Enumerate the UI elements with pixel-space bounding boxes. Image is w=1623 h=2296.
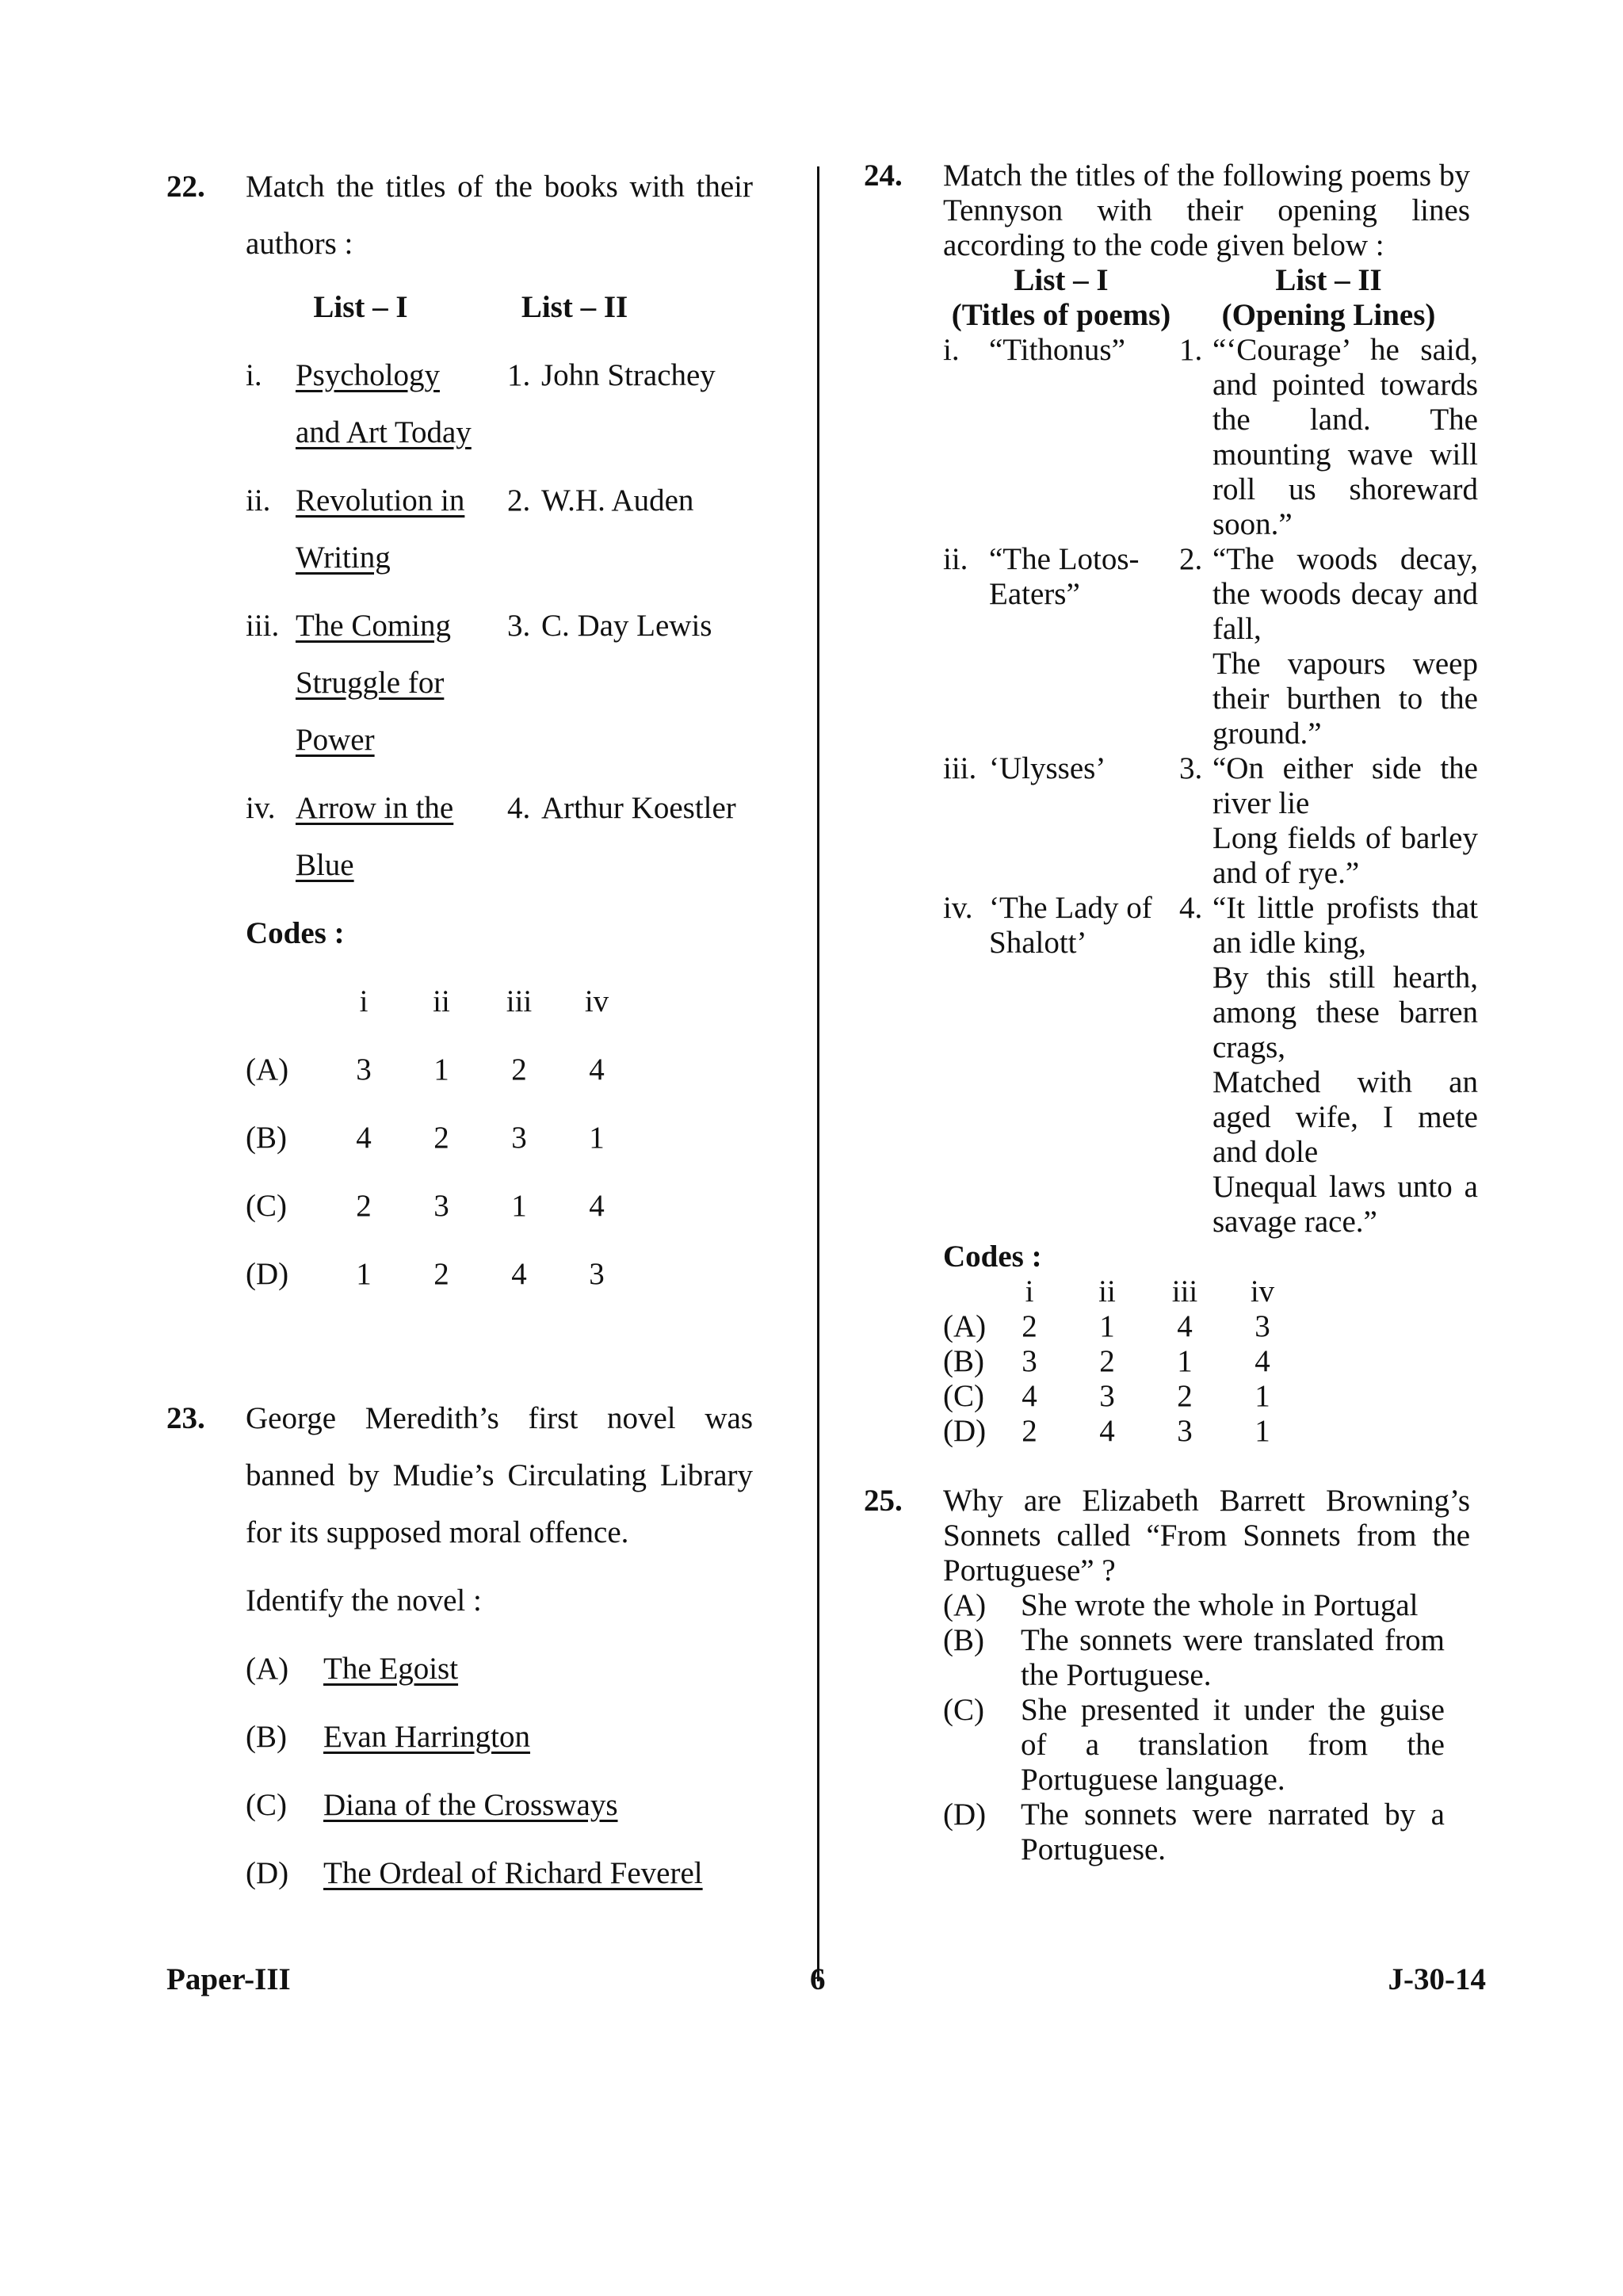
author: C. Day Lewis [540,609,712,643]
question-stem: George Meredith’s first novel was banned by Mudie’s Circulating Library for its supposed moral offence. [246,1401,753,1549]
answer-option[interactable] [246,1777,753,1834]
question-prompt: Identify the novel : [246,1584,482,1618]
answer-option[interactable] [246,1845,753,1902]
option-label: (A) [246,1052,289,1087]
match-row [246,347,753,461]
code-value: 1 [1177,1344,1193,1378]
question-number: 23. [166,1401,205,1435]
option-label: (C) [246,1189,287,1223]
codes-label: Codes : [246,916,345,950]
code-value: 1 [356,1257,372,1291]
code-value: 1 [1254,1379,1270,1413]
author: W.H. Auden [540,483,694,518]
code-value: 2 [433,1257,449,1291]
match-row [943,751,1478,891]
code-value: 1 [433,1052,449,1087]
code-value: 2 [511,1052,527,1087]
code-value: 4 [1022,1379,1037,1413]
code-value: 2 [1022,1414,1037,1448]
option-label: (C) [943,1379,984,1413]
question-stem: Match the titles of the books with their authors : [246,170,753,261]
code-value: 1 [1254,1414,1270,1448]
opening-lines: “It little profists that an idle king, By this still hearth, among these barren crags, Matched with an aged wife, I mete and dole Unequal laws unto a savage race.” [1212,891,1478,1239]
code-value: 4 [511,1257,527,1291]
question-24 [864,159,1478,1449]
option-text: The Ordeal of Richard Feverel [323,1856,703,1890]
row-roman: ii. [246,483,271,518]
poem-title: ‘The Lady of Shalott’ [989,891,1152,960]
match-row [943,891,1478,1240]
option-label: (D) [943,1414,987,1448]
code-head: i [1025,1274,1034,1308]
code-value: 3 [589,1257,605,1291]
list-1-header: List – I [1014,263,1109,297]
option-label: (B) [246,1720,287,1754]
page-number: 6 [810,1962,826,1996]
match-row [246,472,753,586]
match-row [246,598,753,769]
code-value: 1 [511,1189,527,1223]
option-label: (C) [246,1788,287,1822]
option-label: (B) [943,1623,984,1657]
row-number: 3. [1179,751,1203,785]
answer-option[interactable] [943,1693,1478,1797]
row-number: 4. [507,791,531,825]
code-value: 3 [433,1189,449,1223]
list-2-header: List – II [1275,263,1382,297]
code-value: 1 [589,1121,605,1155]
book-title: Revolution in Writing [295,483,465,575]
question-22 [166,159,753,1303]
answer-option[interactable] [943,1797,1478,1867]
code-value: 2 [356,1189,372,1223]
list-1-subheader: (Titles of poems) [951,298,1171,332]
code-value: 3 [356,1052,372,1087]
code-option-row [943,1309,1478,1344]
code-value: 3 [511,1121,527,1155]
row-roman: iii. [246,609,280,643]
poem-title: ‘Ulysses’ [989,751,1106,785]
option-label: (B) [246,1121,287,1155]
option-label: (D) [246,1257,289,1291]
question-number: 25. [864,1484,903,1518]
option-label: (A) [943,1588,987,1622]
row-roman: iii. [943,751,977,785]
code-value: 2 [1177,1379,1193,1413]
code-head: i [359,984,369,1018]
code-value: 4 [589,1189,605,1223]
poem-title: “Tithonus” [989,333,1125,367]
code-head: iii [506,984,533,1018]
left-column [166,159,753,1902]
row-roman: iv. [246,791,276,825]
opening-lines: “‘Courage’ he said, and pointed towards the land. The mounting wave will roll us shoreward soon.” [1212,333,1478,541]
list-headers [943,263,1478,333]
option-text: The sonnets were translated from the Portuguese. [1021,1623,1445,1692]
question-number: 22. [166,170,205,204]
code-head: ii [433,984,450,1018]
author: John Strachey [540,358,716,392]
row-number: 2. [1179,542,1203,576]
book-title: The Coming Struggle for Power [295,609,452,757]
opening-lines: “The woods decay, the woods decay and fall, The vapours weep their burthen to the ground.” [1212,542,1478,751]
code-option-row [246,1110,753,1167]
code-value: 2 [1099,1344,1115,1378]
code-value: 3 [1022,1344,1037,1378]
row-roman: i. [246,358,262,392]
poem-title: “The Lotos-Eaters” [989,542,1140,611]
code-head: iv [584,984,609,1018]
book-title: Psychology and Art Today [295,358,472,449]
question-stem: Match the titles of the following poems by Tennyson with their opening lines according to the code given below : [943,159,1470,262]
option-label: (D) [943,1797,987,1832]
book-title: Arrow in the Blue [295,791,454,882]
codes-label: Codes : [943,1240,1042,1274]
answer-option[interactable] [246,1709,753,1766]
option-label: (B) [943,1344,984,1378]
code-value: 3 [1177,1414,1193,1448]
answer-option[interactable] [943,1588,1478,1623]
answer-option[interactable] [943,1623,1478,1693]
code-value: 3 [1254,1309,1270,1343]
option-text: Diana of the Crossways [323,1788,618,1822]
code-value: 1 [1099,1309,1115,1343]
code-value: 4 [589,1052,605,1087]
row-number: 1. [507,358,531,392]
code-head: iii [1171,1274,1198,1308]
option-text: Evan Harrington [323,1720,531,1754]
code-option-row [246,1041,753,1098]
code-value: 2 [433,1121,449,1155]
option-label: (C) [943,1693,984,1727]
row-number: 1. [1179,333,1203,367]
code-head: iv [1250,1274,1275,1308]
option-label: (A) [246,1652,289,1686]
codes-header-row [246,973,753,1030]
list-1-header: List – I [313,290,408,324]
row-roman: ii. [943,542,968,576]
match-row [246,780,753,894]
code-value: 4 [1177,1309,1193,1343]
code-option-row [246,1178,753,1235]
paper-label: Paper-III [166,1962,291,1996]
option-label: (A) [943,1309,987,1343]
row-number: 4. [1179,891,1203,925]
option-label: (D) [246,1856,289,1890]
author: Arthur Koestler [540,791,736,825]
code-value: 2 [1022,1309,1037,1343]
question-number: 24. [864,159,903,193]
right-column [864,159,1478,1867]
list-2-subheader: (Opening Lines) [1221,298,1436,332]
list-headers [246,279,753,336]
list-2-header: List – II [521,290,628,324]
option-text: The sonnets were narrated by a Portuguese. [1021,1797,1445,1866]
code-value: 3 [1099,1379,1115,1413]
code-value: 4 [1254,1344,1270,1378]
code-head: ii [1098,1274,1116,1308]
code-option-row [246,1246,753,1303]
option-text: She wrote the whole in Portugal [1021,1588,1419,1622]
answer-option[interactable] [246,1641,753,1698]
question-stem: Why are Elizabeth Barrett Browning’s Sonnets called “From Sonnets from the Portuguese” ? [943,1484,1470,1587]
code-value: 4 [1099,1414,1115,1448]
row-roman: iv. [943,891,973,925]
row-number: 3. [507,609,531,643]
code-value: 4 [356,1121,372,1155]
match-row [943,542,1478,751]
row-number: 2. [507,483,531,518]
question-23 [166,1390,753,1902]
paper-code: J-30-14 [1388,1962,1486,1996]
column-divider [817,166,819,1981]
code-option-row [943,1344,1478,1379]
row-roman: i. [943,333,960,367]
codes-header-row [943,1274,1478,1309]
code-option-row [943,1379,1478,1414]
code-option-row [943,1414,1478,1449]
match-row [943,333,1478,542]
question-25 [864,1484,1478,1867]
option-text: The Egoist [323,1652,459,1686]
option-text: She presented it under the guise of a translation from the Portuguese language. [1021,1693,1445,1797]
opening-lines: “On either side the river lie Long fields of barley and of rye.” [1212,751,1478,890]
